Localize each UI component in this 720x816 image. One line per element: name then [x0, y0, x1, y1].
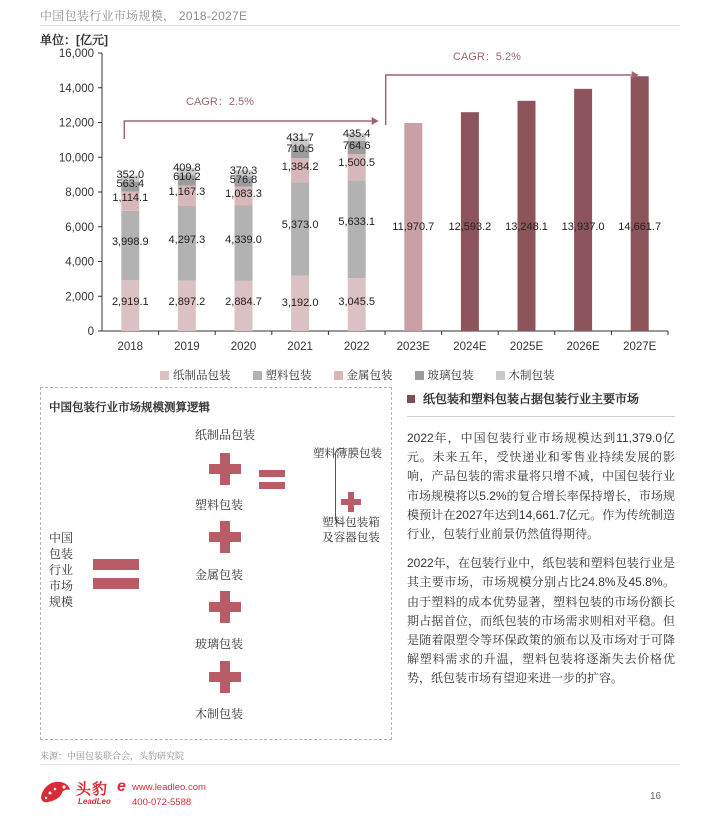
legend-swatch-paper	[160, 371, 169, 380]
legend-label-wood: 木制包装	[508, 370, 555, 382]
legend-swatch-plastic	[253, 371, 262, 380]
market-size-chart	[0, 40, 720, 360]
data-label: 12,593.2	[448, 221, 492, 233]
x-tick-label: 2019	[174, 341, 200, 353]
data-label: 11,970.7	[392, 221, 435, 233]
logic-category-wood: 木制包装	[195, 707, 244, 721]
section-heading-text: 纸包装和塑料包装占据包装行业主要市场	[423, 392, 640, 406]
x-tick-label: 2023E	[396, 341, 430, 353]
plastic-equals-sign	[259, 470, 285, 489]
source-note: 来源：中国包装联合会，头豹研究院	[40, 751, 185, 761]
plus-sign	[341, 492, 361, 512]
data-label: 13,937.0	[561, 221, 605, 233]
analysis-column	[407, 390, 675, 689]
data-label: 435.4	[342, 128, 371, 140]
logic-category-metal: 金属包装	[195, 568, 244, 582]
x-tick-label: 2027E	[623, 341, 657, 353]
analysis-paragraph: 2022年，在包装行业中，纸包装和塑料包装行业是其主要市场，市场规模分别占比24.8%及45.8%。由于塑料的成本优势显著，塑料包装的市场份额长期占据首位，而纸包装的市场需求则相对平稳。但是随着限塑令等环保政策的颁布以及市场对于可降解塑料需求的升温，塑料包装将逐渐失去价格优势，纸包装市场有望迎来进一步的扩容。	[407, 556, 675, 686]
cagr-arrow-line	[386, 75, 632, 125]
data-label: 710.5	[286, 143, 314, 155]
brand-name-en: LeadLeo	[78, 797, 111, 806]
y-tick-label: 14,000	[58, 82, 94, 95]
legend-item-plastic	[253, 367, 312, 383]
legend-item-metal	[334, 367, 393, 383]
data-label: 352.0	[116, 169, 145, 181]
website-link[interactable]: www.leadleo.com	[132, 782, 206, 793]
cagr-arrow-line	[124, 121, 371, 139]
y-tick-label: 6,000	[65, 221, 94, 234]
legend-item-wood	[496, 367, 555, 383]
brand-e-mark: e	[117, 778, 126, 795]
unit-label: 单位：[亿元]	[40, 33, 108, 47]
data-label: 14,661.7	[618, 221, 662, 233]
data-label: 563.4	[116, 178, 145, 190]
legend-swatch-glass	[415, 371, 424, 380]
section-divider	[407, 416, 675, 417]
plus-sign	[209, 453, 241, 485]
logic-total-label: 中国包装行业市场规模	[49, 531, 74, 609]
logic-title: 中国包装行业市场规模测算逻辑	[49, 402, 210, 414]
logic-sub-plastic-film: 塑料薄膜包装	[313, 448, 382, 460]
legend-swatch-wood	[496, 371, 505, 380]
bar-segment	[348, 180, 366, 278]
section-heading	[407, 390, 675, 407]
data-label: 4,297.3	[168, 234, 206, 246]
calculation-logic-panel	[40, 387, 392, 740]
logic-category-glass: 玻璃包装	[195, 637, 244, 651]
y-tick-label: 8,000	[65, 187, 94, 199]
data-label: 3,045.5	[338, 296, 376, 308]
legend-label-glass: 玻璃包装	[427, 370, 474, 382]
data-label: 1,114.1	[112, 192, 149, 204]
y-tick-label: 12,000	[58, 117, 94, 130]
chart-legend	[160, 367, 555, 383]
footer-divider	[40, 764, 680, 765]
data-label: 5,633.1	[338, 216, 376, 228]
cagr-arrow-head	[372, 117, 379, 125]
plus-sign	[209, 521, 241, 553]
data-label: 3,998.9	[111, 236, 149, 248]
page-number: 16	[650, 791, 662, 802]
data-label: 13,248.1	[505, 221, 548, 233]
data-label: 1,167.3	[168, 186, 206, 198]
legend-swatch-metal	[334, 371, 343, 380]
legend-label-metal: 金属包装	[346, 370, 393, 382]
cagr-label: CAGR：2.5%	[186, 96, 254, 108]
legend-item-glass	[415, 367, 474, 383]
x-tick-label: 2020	[230, 341, 257, 353]
legend-item-paper	[160, 367, 231, 383]
data-label: 764.6	[342, 140, 371, 152]
data-label: 576.8	[229, 174, 258, 186]
square-bullet-icon	[407, 395, 415, 403]
x-tick-label: 2024E	[453, 341, 487, 353]
cagr-label: CAGR：5.2%	[453, 51, 521, 63]
y-tick-label: 4,000	[65, 256, 94, 269]
phone-number: 400-072-5588	[132, 797, 192, 808]
forecast-bar	[518, 101, 536, 331]
data-label: 1,500.5	[338, 157, 376, 169]
data-label: 5,373.0	[281, 219, 319, 231]
data-label: 409.8	[173, 162, 201, 174]
forecast-bar	[631, 76, 649, 331]
x-tick-label: 2026E	[566, 341, 600, 353]
page-title: 中国包装行业市场规模， 2018-2027E	[40, 9, 248, 23]
brand-name: 头豹	[76, 781, 109, 798]
leopard-logo-icon	[38, 776, 72, 806]
x-tick-label: 2018	[117, 341, 144, 353]
plus-sign	[209, 661, 241, 693]
logic-category-paper: 纸制品包装	[195, 428, 256, 442]
legend-label-plastic: 塑料包装	[265, 370, 312, 382]
data-label: 431.7	[286, 132, 314, 144]
data-label: 2,897.2	[168, 296, 206, 308]
data-label: 3,192.0	[281, 297, 319, 309]
data-label: 2,884.7	[225, 296, 262, 308]
logic-sub-plastic-container: 塑料包装箱及容器包装	[322, 517, 380, 544]
equals-sign	[93, 559, 139, 589]
y-tick-label: 16,000	[58, 48, 94, 60]
data-label: 610.2	[173, 171, 201, 183]
y-tick-label: 0	[87, 326, 94, 338]
y-tick-label: 2,000	[65, 291, 94, 304]
plus-sign	[209, 591, 241, 623]
data-label: 4,339.0	[225, 234, 262, 246]
data-label: 2,919.1	[111, 296, 149, 308]
x-tick-label: 2025E	[509, 341, 544, 353]
legend-label-paper: 纸制品包装	[173, 370, 231, 382]
data-label: 1,083.3	[225, 188, 262, 200]
y-tick-label: 10,000	[58, 152, 94, 165]
x-tick-label: 2022	[343, 341, 370, 353]
data-label: 370.3	[229, 165, 258, 177]
title-divider	[40, 25, 680, 26]
x-tick-label: 2021	[287, 341, 313, 353]
logic-category-plastic: 塑料包装	[195, 498, 244, 512]
forecast-bar	[574, 89, 592, 331]
data-label: 1,384.2	[281, 161, 319, 173]
analysis-paragraph: 2022年，中国包装行业市场规模达到11,379.0亿元。未来五年，受快递业和零售业持续发展的影响，产品包装的需求量将只增不减，中国包装行业市场规模将以5.2%的复合增长率保持增长，市场规模预计在2027年达到14,661.7亿元。作为传统制造行业，包装行业前景仍然值得期待。	[407, 431, 675, 542]
